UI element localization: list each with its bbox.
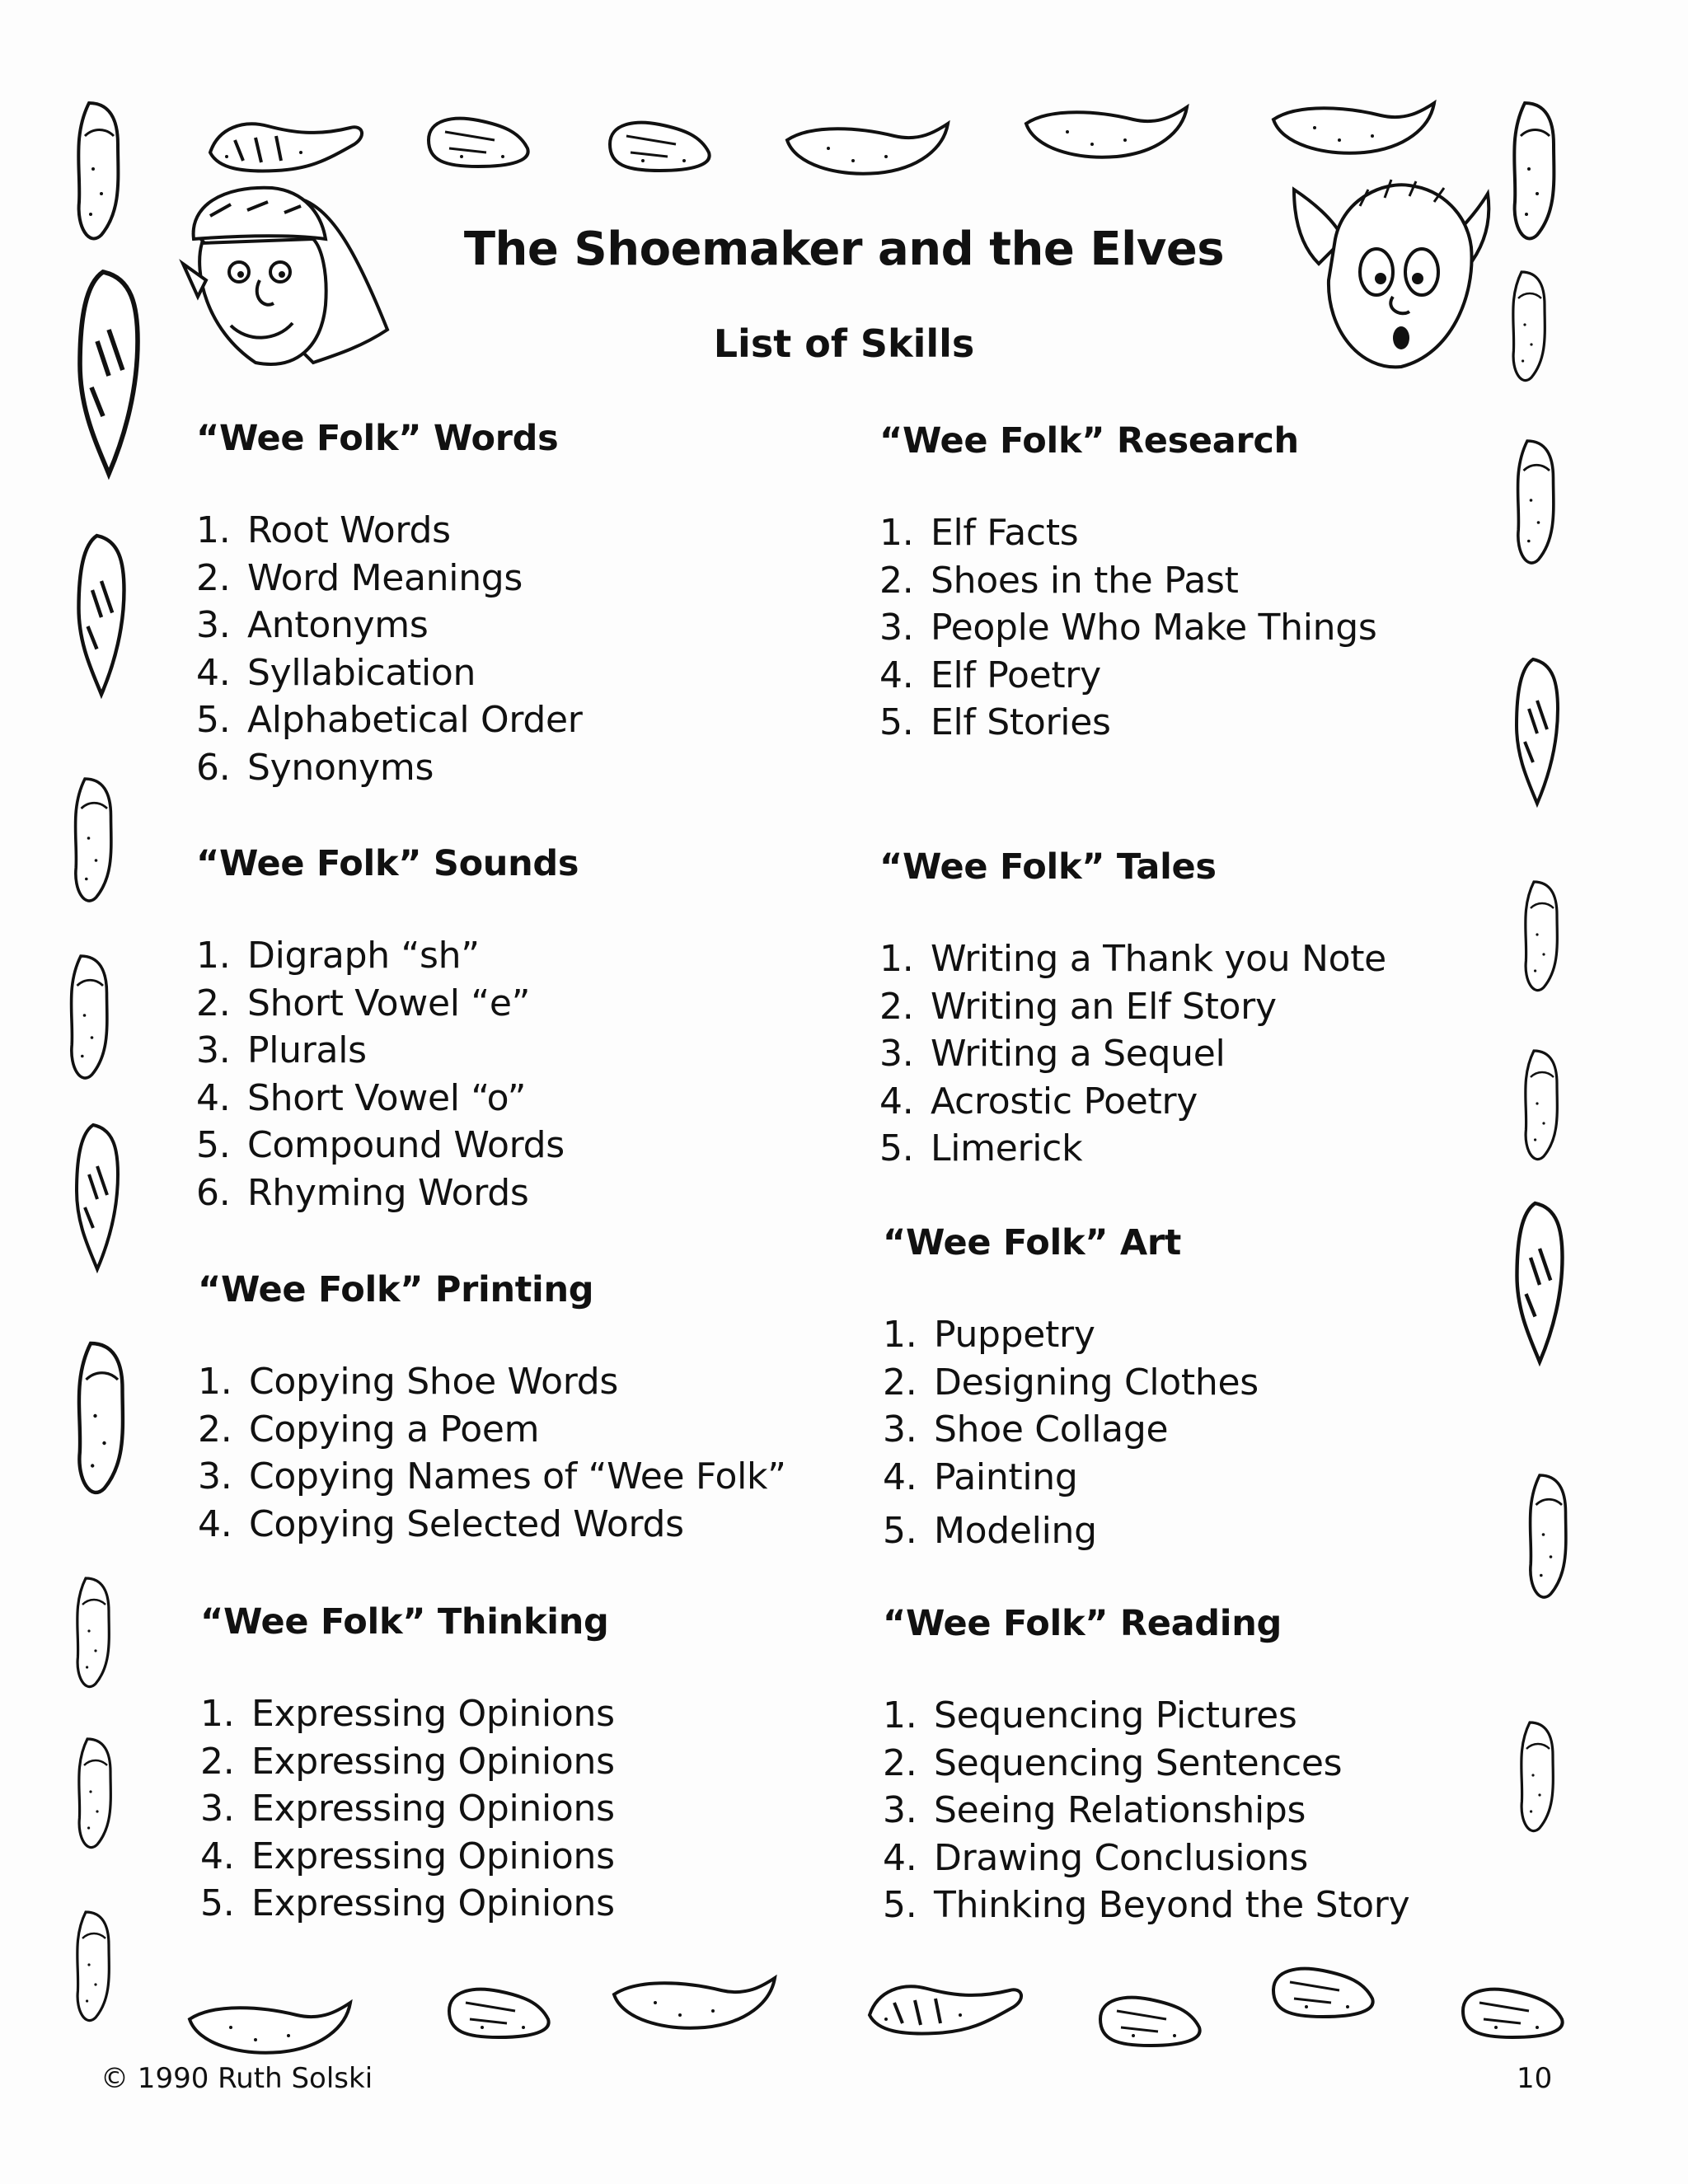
item-label: Rhyming Words	[247, 1171, 529, 1214]
item-number: 4.	[883, 1836, 917, 1879]
list-item	[879, 1125, 1555, 1173]
list-item	[198, 1406, 874, 1454]
item-label: Acrostic Poetry	[931, 1080, 1198, 1122]
list-item	[879, 1078, 1555, 1126]
item-number: 4.	[883, 1455, 917, 1498]
section-tales	[879, 846, 1555, 1173]
item-label: Elf Facts	[931, 512, 1079, 554]
item-label: Word Meanings	[247, 556, 523, 599]
list-item	[196, 1075, 872, 1122]
item-number: 1.	[198, 1361, 232, 1403]
page-number: 10	[1517, 2062, 1553, 2095]
list-item	[879, 652, 1555, 700]
list-item	[196, 507, 872, 555]
item-number: 1.	[879, 512, 914, 554]
item-number: 1.	[883, 1694, 917, 1736]
item-number: 5.	[196, 699, 231, 741]
elf-shoe-icon	[79, 1343, 123, 1493]
elf-shoe-icon	[210, 124, 362, 171]
elf-shoe-icon	[614, 1978, 775, 2028]
item-label: Modeling	[934, 1510, 1097, 1552]
item-label: Expressing Opinions	[251, 1788, 615, 1830]
item-number: 4.	[198, 1502, 232, 1545]
skill-list	[198, 1358, 874, 1548]
item-label: Painting	[934, 1455, 1078, 1498]
page-subtitle: List of Skills	[713, 321, 975, 366]
item-number: 5.	[879, 1127, 914, 1169]
list-item	[883, 1507, 1559, 1555]
list-item	[196, 980, 872, 1028]
item-label: Short Vowel “e”	[247, 982, 531, 1024]
item-label: Expressing Opinions	[251, 1882, 615, 1924]
copyright-notice: © 1990 Ruth Solski	[101, 2062, 373, 2095]
skill-list	[196, 932, 872, 1216]
list-item	[883, 1454, 1559, 1502]
section-heading: “Wee Folk” Printing	[198, 1269, 594, 1310]
elf-shoe-icon	[77, 1125, 118, 1269]
item-label: Copying Selected Words	[249, 1502, 684, 1545]
item-label: Writing an Elf Story	[931, 985, 1277, 1028]
skill-list	[883, 1311, 1559, 1555]
list-item	[883, 1359, 1559, 1407]
elf-shoe-icon	[80, 272, 138, 474]
item-number: 1.	[883, 1314, 917, 1356]
section-reading	[883, 1603, 1559, 1929]
list-item	[196, 1169, 872, 1217]
item-label: Limerick	[931, 1127, 1083, 1169]
elf-shoe-icon	[429, 119, 528, 166]
item-label: Copying Shoe Words	[249, 1361, 619, 1403]
list-item	[883, 1740, 1559, 1788]
section-sounds	[196, 843, 872, 1216]
item-label: Syllabication	[247, 651, 476, 694]
list-item	[198, 1453, 874, 1501]
elf-shoe-icon	[449, 1990, 549, 2037]
list-item	[879, 983, 1555, 1031]
item-number: 1.	[196, 509, 231, 551]
item-label: Antonyms	[247, 604, 429, 646]
list-item	[879, 509, 1555, 557]
item-label: Shoes in the Past	[931, 559, 1239, 602]
item-number: 5.	[883, 1884, 917, 1926]
item-label: Expressing Opinions	[251, 1693, 615, 1735]
item-number: 5.	[879, 701, 914, 743]
elf-shoe-icon	[1026, 107, 1187, 157]
item-label: Expressing Opinions	[251, 1835, 615, 1877]
elf-shoe-icon	[1463, 1990, 1563, 2037]
section-words	[196, 418, 872, 791]
elf-shoe-icon	[79, 536, 124, 695]
item-number: 2.	[879, 985, 914, 1028]
item-number: 3.	[879, 1033, 914, 1075]
item-label: Copying Names of “Wee Folk”	[249, 1455, 786, 1497]
list-item	[879, 935, 1555, 983]
item-number: 4.	[879, 1080, 914, 1122]
item-label: Writing a Sequel	[931, 1033, 1226, 1075]
item-number: 2.	[200, 1740, 235, 1783]
item-label: Elf Poetry	[931, 654, 1101, 696]
item-number: 2.	[883, 1361, 917, 1404]
item-label: Root Words	[247, 509, 451, 551]
item-label: Alphabetical Order	[247, 699, 583, 741]
skill-list	[879, 509, 1555, 747]
item-number: 1.	[196, 935, 231, 977]
item-label: Shoe Collage	[934, 1408, 1169, 1451]
list-item	[879, 604, 1555, 652]
item-number: 4.	[879, 654, 914, 696]
item-label: Writing a Thank you Note	[931, 938, 1386, 980]
item-number: 5.	[883, 1510, 917, 1552]
section-heading: “Wee Folk” Sounds	[196, 843, 579, 884]
section-heading: “Wee Folk” Words	[196, 418, 559, 459]
list-item	[883, 1787, 1559, 1835]
item-number: 2.	[196, 556, 231, 599]
elf-shoe-icon	[1100, 1998, 1200, 2046]
elf-shoe-icon	[72, 956, 107, 1078]
list-item	[196, 649, 872, 697]
item-number: 6.	[196, 1171, 231, 1214]
item-number: 5.	[196, 1124, 231, 1166]
list-item	[196, 932, 872, 980]
list-item	[879, 699, 1555, 747]
item-number: 3.	[883, 1408, 917, 1451]
elf-shoe-icon	[76, 779, 111, 901]
item-number: 5.	[200, 1882, 235, 1924]
section-printing	[198, 1269, 874, 1548]
skill-list	[879, 935, 1555, 1173]
item-number: 3.	[200, 1788, 235, 1830]
item-number: 3.	[196, 1029, 231, 1071]
list-item	[883, 1311, 1559, 1359]
list-item	[200, 1785, 876, 1833]
list-item	[196, 555, 872, 602]
elf-shoe-icon	[77, 1578, 110, 1687]
item-label: Sequencing Pictures	[934, 1694, 1297, 1736]
item-label: Synonyms	[247, 746, 434, 789]
item-label: Sequencing Sentences	[934, 1741, 1343, 1784]
item-label: Seeing Relationships	[934, 1789, 1306, 1831]
item-number: 3.	[879, 607, 914, 649]
list-item	[883, 1406, 1559, 1454]
section-heading: “Wee Folk” Reading	[883, 1603, 1282, 1644]
item-label: Compound Words	[247, 1124, 565, 1166]
list-item	[200, 1833, 876, 1881]
item-number: 2.	[198, 1408, 232, 1451]
elf-shoe-icon	[77, 1912, 110, 2021]
item-number: 6.	[196, 746, 231, 789]
section-art	[883, 1222, 1559, 1555]
item-label: Thinking Beyond the Story	[934, 1884, 1410, 1926]
list-item	[883, 1882, 1559, 1929]
section-heading: “Wee Folk” Tales	[879, 846, 1217, 888]
item-label: Elf Stories	[931, 701, 1111, 743]
skill-list	[883, 1692, 1559, 1929]
item-label: Puppetry	[934, 1314, 1095, 1356]
section-heading: “Wee Folk” Research	[879, 420, 1299, 462]
item-label: Plurals	[247, 1029, 367, 1071]
list-item	[200, 1690, 876, 1738]
item-number: 4.	[196, 651, 231, 694]
list-item	[196, 602, 872, 649]
list-item	[883, 1692, 1559, 1740]
section-thinking	[200, 1601, 876, 1928]
list-item	[200, 1738, 876, 1786]
item-number: 2.	[879, 559, 914, 602]
item-number: 1.	[200, 1693, 235, 1735]
elf-shoe-icon	[1273, 1969, 1373, 2017]
item-number: 4.	[200, 1835, 235, 1877]
item-number: 1.	[879, 938, 914, 980]
section-research	[879, 420, 1555, 747]
item-label: People Who Make Things	[931, 607, 1377, 649]
list-item	[200, 1880, 876, 1928]
item-label: Expressing Opinions	[251, 1740, 615, 1783]
list-item	[198, 1358, 874, 1406]
elf-shoe-icon	[78, 103, 118, 238]
section-heading: “Wee Folk” Art	[883, 1222, 1182, 1263]
list-item	[198, 1501, 874, 1549]
skill-list	[196, 507, 872, 791]
item-number: 4.	[196, 1076, 231, 1119]
list-item	[879, 1030, 1555, 1078]
item-number: 3.	[196, 604, 231, 646]
section-heading: “Wee Folk” Thinking	[200, 1601, 609, 1643]
elf-shoe-icon	[870, 1986, 1021, 2033]
list-item	[883, 1835, 1559, 1882]
elf-shoe-icon	[79, 1739, 111, 1848]
item-label: Digraph “sh”	[247, 935, 480, 977]
elf-shoe-icon	[190, 2003, 350, 2053]
item-label: Designing Clothes	[934, 1361, 1259, 1404]
elf-shoe-icon	[1273, 103, 1434, 153]
item-label: Short Vowel “o”	[247, 1076, 527, 1119]
elf-shoe-icon	[610, 123, 710, 171]
item-number: 3.	[198, 1455, 232, 1497]
list-item	[196, 696, 872, 744]
item-number: 2.	[883, 1741, 917, 1784]
list-item	[196, 1122, 872, 1169]
item-label: Drawing Conclusions	[934, 1836, 1308, 1879]
list-item	[196, 744, 872, 792]
list-item	[196, 1027, 872, 1075]
item-label: Copying a Poem	[249, 1408, 540, 1451]
item-number: 3.	[883, 1789, 917, 1831]
list-item	[879, 557, 1555, 605]
item-number: 2.	[196, 982, 231, 1024]
elf-shoe-icon	[1514, 103, 1554, 238]
page-title: The Shoemaker and the Elves	[463, 223, 1225, 276]
elf-shoe-icon	[787, 124, 948, 174]
skill-list	[200, 1690, 876, 1928]
